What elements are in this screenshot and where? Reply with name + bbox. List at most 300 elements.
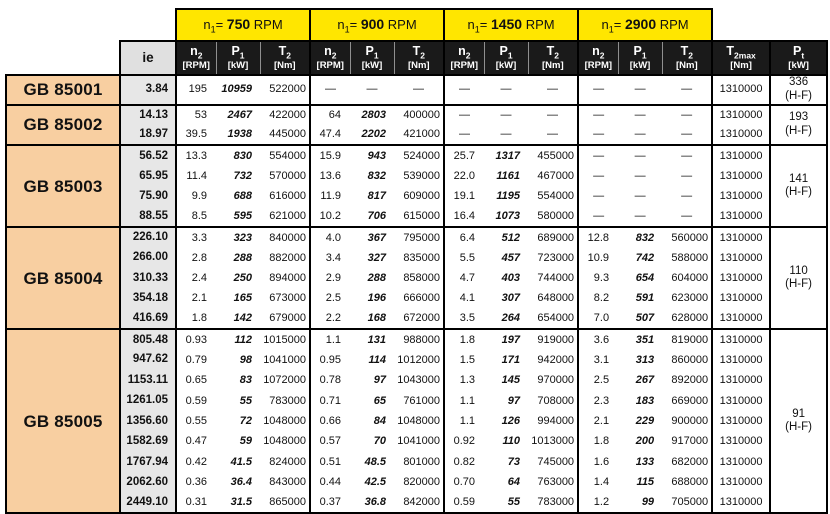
t2-value-cell: 723000	[537, 251, 575, 264]
col-header-t2max: $T_{2max}$ [Nm]	[712, 41, 770, 75]
t2-value-cell: 744000	[537, 271, 575, 284]
t2-value-cell: 1048000	[397, 415, 441, 428]
t2max-cell: 1310000	[712, 248, 770, 268]
t2-value-cell: 580000	[537, 210, 575, 223]
t2max-cell: 1310000	[712, 493, 770, 513]
p1-value-cell: 313	[635, 353, 655, 366]
t2-value-cell: 745000	[537, 455, 575, 468]
n2-value-cell: 5.5	[444, 248, 484, 268]
t2-value-cell: 970000	[537, 374, 575, 387]
p1-value-cell: 591	[635, 292, 655, 305]
t2max-cell: 1310000	[712, 268, 770, 288]
n2-value-cell: 15.9	[310, 145, 350, 165]
t2-value-cell: 616000	[269, 190, 307, 203]
p1-value-cell: —	[618, 105, 662, 125]
p1-value-cell: 110	[502, 435, 521, 448]
table-row	[6, 75, 827, 105]
t2-value-cell: 783000	[269, 394, 307, 407]
col-header-t2: $T_2$ [Nm]	[260, 41, 310, 75]
t2-value-cell: 522000	[260, 75, 310, 105]
t2-value-cell: —	[394, 75, 444, 105]
n2-value-cell: 0.78	[310, 370, 350, 390]
p1-value-cell: 1161	[496, 169, 521, 182]
p1-value-cell: 351	[618, 329, 662, 349]
table-row	[6, 432, 827, 452]
n2-value-cell: 3.1	[578, 350, 618, 370]
header-spacer-model	[6, 41, 120, 75]
t2-value-cell: 917000	[671, 435, 709, 448]
model-cell: GB 85005	[6, 329, 120, 513]
t2-value-cell: 988000	[394, 329, 444, 349]
p1-value-cell: 732	[233, 169, 252, 182]
p1-value-cell: 98	[239, 353, 252, 366]
t2max-cell: 1310000	[712, 432, 770, 452]
speed-header-row	[6, 9, 827, 41]
n2-value-cell: 0.82	[444, 452, 484, 472]
t2-value-cell: 672000	[403, 312, 441, 325]
p1-value-cell: 131	[350, 329, 394, 349]
t2-value-cell: 688000	[671, 476, 709, 489]
col-header-pt: $P_t$ [kW]	[770, 41, 827, 75]
n2-value-cell: 0.51	[310, 452, 350, 472]
p1-value-cell: 65	[373, 394, 387, 407]
n2-value-cell: 0.57	[310, 432, 350, 452]
n2-value-cell: 8.5	[176, 207, 216, 227]
t2-value-cell: 422000	[260, 105, 310, 125]
p1-value-cell: 817	[367, 190, 387, 203]
ie-cell: 1153.11	[120, 370, 176, 390]
ie-cell: 65.95	[120, 166, 176, 186]
n2-value-cell: —	[578, 186, 618, 206]
n2-value-cell: 0.95	[310, 350, 350, 370]
ie-cell: 1767.94	[120, 452, 176, 472]
t2-value-cell: 705000	[662, 493, 712, 513]
t2-value-cell: 882000	[269, 251, 307, 264]
ie-cell: 18.97	[120, 125, 176, 145]
t2-value-cell: 560000	[662, 227, 712, 247]
t2-value-cell: 1041000	[397, 435, 441, 448]
n2-value-cell: 11.4	[176, 166, 216, 186]
table-row	[6, 472, 827, 492]
t2-value-cell: 673000	[269, 292, 307, 305]
n2-value-cell: 2.9	[310, 268, 350, 288]
p1-value-cell: 36.4	[230, 476, 252, 489]
p1-value-cell: 264	[501, 312, 521, 325]
p1-value-cell: 1073	[495, 210, 521, 223]
t2-value-cell: 858000	[403, 271, 441, 284]
pt-cell: 91 (H-F)	[770, 329, 827, 513]
table-row	[6, 125, 827, 145]
p1-value-cell: 832	[367, 169, 387, 182]
t2-value-cell: 539000	[403, 169, 441, 182]
p1-value-cell: 512	[484, 227, 528, 247]
table-row	[6, 105, 827, 125]
n2-value-cell: 4.0	[310, 227, 350, 247]
t2-value-cell: 824000	[269, 455, 307, 468]
p1-value-cell: 70	[373, 435, 387, 448]
p1-value-cell: —	[500, 128, 512, 141]
p1-value-cell: 55	[484, 493, 528, 513]
p1-value-cell: 197	[484, 329, 528, 349]
t2-value-cell: 1041000	[263, 353, 307, 366]
p1-value-cell: 115	[636, 476, 655, 489]
col-header-n2: $n_2$ [RPM]	[310, 41, 350, 75]
t2max-cell: 1310000	[712, 309, 770, 329]
t2-value-cell: 400000	[394, 105, 444, 125]
p1-value-cell: —	[634, 169, 646, 182]
n2-value-cell: 2.8	[176, 248, 216, 268]
model-cell: GB 85003	[6, 145, 120, 227]
n2-value-cell: 7.0	[578, 309, 618, 329]
p1-value-cell: 654	[635, 271, 655, 284]
p1-value-cell: 250	[233, 271, 252, 284]
p1-value-cell: 200	[635, 435, 655, 448]
p1-value-cell: 97	[373, 374, 387, 387]
col-header-t2: $T_2$ [Nm]	[528, 41, 578, 75]
t2-value-cell: —	[547, 128, 559, 141]
t2-value-cell: 900000	[671, 415, 709, 428]
header-spacer-pt	[770, 9, 827, 41]
table-row	[6, 329, 827, 349]
n2-value-cell: 0.55	[176, 411, 216, 431]
n2-value-cell: 0.93	[176, 329, 216, 349]
t2-value-cell: 1048000	[263, 415, 307, 428]
t2-value-cell: 421000	[403, 128, 441, 141]
col-header-p1: $P_1$ [kW]	[216, 41, 260, 75]
t2-value-cell: 588000	[671, 251, 709, 264]
header-spacer-left	[6, 9, 176, 41]
n2-value-cell: 1.8	[444, 329, 484, 349]
col-header-p1: $P_1$ [kW]	[618, 41, 662, 75]
t2-value-cell: 623000	[671, 292, 709, 305]
t2-value-cell: 843000	[269, 476, 307, 489]
n2-value-cell: 1.4	[578, 472, 618, 492]
n2-value-cell: 0.59	[444, 493, 484, 513]
p1-value-cell: 10959	[216, 75, 260, 105]
p1-value-cell: 31.5	[216, 493, 260, 513]
p1-value-cell: 267	[635, 374, 655, 387]
ie-cell: 2062.60	[120, 472, 176, 492]
p1-value-cell: 288	[233, 251, 252, 264]
n2-value-cell: —	[444, 125, 484, 145]
t2-value-cell: 835000	[403, 251, 441, 264]
n2-value-cell: 0.79	[176, 350, 216, 370]
p1-value-cell: 1938	[227, 128, 252, 141]
p1-value-cell: 84	[373, 415, 387, 428]
t2-value-cell: 455000	[528, 145, 578, 165]
pt-cell: 336 (H-F)	[770, 75, 827, 105]
n2-value-cell: 0.37	[310, 493, 350, 513]
n2-value-cell: 2.5	[310, 289, 350, 309]
p1-value-cell: 595	[233, 210, 252, 223]
p1-value-cell: —	[618, 75, 662, 105]
ie-cell: 354.18	[120, 289, 176, 309]
p1-value-cell: 196	[367, 292, 387, 305]
n2-value-cell: 12.8	[578, 227, 618, 247]
ie-cell: 310.33	[120, 268, 176, 288]
table-row	[6, 207, 827, 227]
n2-value-cell: 22.0	[444, 166, 484, 186]
p1-value-cell: 832	[618, 227, 662, 247]
t2-value-cell: 761000	[403, 394, 441, 407]
table-row	[6, 145, 827, 165]
n2-value-cell: 64	[310, 105, 350, 125]
p1-value-cell: 133	[635, 455, 655, 468]
t2-value-cell: 1012000	[397, 353, 441, 366]
t2-value-cell: 628000	[671, 312, 709, 325]
model-cell: GB 85001	[6, 75, 120, 105]
col-header-p1: $P_1$ [kW]	[484, 41, 528, 75]
n2-value-cell: 19.1	[444, 186, 484, 206]
t2-value-cell: —	[681, 169, 693, 182]
p1-value-cell: 42.5	[364, 476, 387, 489]
n2-value-cell: 25.7	[444, 145, 484, 165]
table-row	[6, 370, 827, 390]
model-cell: GB 85004	[6, 227, 120, 329]
ie-cell: 947.62	[120, 350, 176, 370]
p1-value-cell: 307	[501, 292, 521, 305]
t2-value-cell: 894000	[269, 271, 307, 284]
p1-value-cell: 229	[635, 415, 655, 428]
n2-value-cell: 10.2	[310, 207, 350, 227]
p1-value-cell: —	[484, 105, 528, 125]
table-row	[6, 309, 827, 329]
t2-value-cell: 524000	[394, 145, 444, 165]
speed-header-2900: $n_1= 2900$ RPM	[578, 9, 712, 41]
t2-value-cell: —	[662, 145, 712, 165]
n2-value-cell: 1.1	[444, 391, 484, 411]
p1-value-cell: 2467	[216, 105, 260, 125]
ie-cell: 416.69	[120, 309, 176, 329]
t2-value-cell: —	[528, 75, 578, 105]
n2-value-cell: 1.8	[578, 432, 618, 452]
p1-value-cell: 2202	[361, 128, 387, 141]
t2-value-cell: 865000	[260, 493, 310, 513]
n2-value-cell: 39.5	[176, 125, 216, 145]
t2-value-cell: 1015000	[260, 329, 310, 349]
n2-value-cell: 2.3	[578, 391, 618, 411]
n2-value-cell: 1.3	[444, 370, 484, 390]
n2-value-cell: 1.5	[444, 350, 484, 370]
t2-value-cell: 615000	[403, 210, 441, 223]
p1-value-cell: 742	[635, 251, 655, 264]
t2max-cell: 1310000	[712, 289, 770, 309]
t2-value-cell: 654000	[537, 312, 575, 325]
n2-value-cell: 4.1	[444, 289, 484, 309]
n2-value-cell: 3.5	[444, 309, 484, 329]
p1-value-cell: 168	[367, 312, 387, 325]
p1-value-cell: 457	[501, 251, 521, 264]
p1-value-cell: —	[634, 210, 646, 223]
t2-value-cell: 554000	[260, 145, 310, 165]
t2-value-cell: —	[662, 105, 712, 125]
p1-value-cell: 73	[507, 455, 521, 468]
n2-value-cell: —	[578, 105, 618, 125]
n2-value-cell: 2.1	[578, 411, 618, 431]
p1-value-cell: 183	[635, 394, 655, 407]
pt-cell: 193 (H-F)	[770, 105, 827, 146]
n2-value-cell: 2.5	[578, 370, 618, 390]
t2-value-cell: —	[681, 210, 693, 223]
n2-value-cell: 0.65	[176, 370, 216, 390]
ie-cell: 266.00	[120, 248, 176, 268]
col-header-n2: $n_2$ [RPM]	[578, 41, 618, 75]
table-row	[6, 289, 827, 309]
t2-value-cell: 1043000	[397, 374, 441, 387]
t2-value-cell: 648000	[537, 292, 575, 305]
t2-value-cell: —	[681, 128, 693, 141]
n2-value-cell: 11.9	[310, 186, 350, 206]
table-row	[6, 411, 827, 431]
t2-value-cell: 669000	[671, 394, 709, 407]
p1-value-cell: 41.5	[230, 455, 252, 468]
t2-value-cell: 801000	[403, 455, 441, 468]
n2-value-cell: —	[444, 105, 484, 125]
t2-value-cell: 467000	[537, 169, 575, 182]
col-header-n2: $n_2$ [RPM]	[444, 41, 484, 75]
ie-cell: 1582.69	[120, 432, 176, 452]
p1-value-cell: 171	[501, 353, 521, 366]
n2-value-cell: 10.9	[578, 248, 618, 268]
p1-value-cell: 145	[501, 374, 521, 387]
t2max-cell: 1310000	[712, 75, 770, 105]
speed-header-900: $n_1= 900$ RPM	[310, 9, 444, 41]
p1-value-cell: 943	[350, 145, 394, 165]
ie-cell: 805.48	[120, 329, 176, 349]
p1-value-cell: 36.8	[350, 493, 394, 513]
t2-value-cell: 1072000	[263, 374, 307, 387]
n2-value-cell: 0.47	[176, 432, 216, 452]
col-header-t2: $T_2$ [Nm]	[662, 41, 712, 75]
p1-value-cell: 1195	[496, 190, 521, 203]
pt-cell: 110 (H-F)	[770, 227, 827, 329]
t2-value-cell: 820000	[403, 476, 441, 489]
p1-value-cell: 72	[239, 415, 252, 428]
n2-value-cell: 9.9	[176, 186, 216, 206]
n2-value-cell: 4.7	[444, 268, 484, 288]
t2-value-cell: 783000	[528, 493, 578, 513]
t2-value-cell: 679000	[269, 312, 307, 325]
n2-value-cell: 0.36	[176, 472, 216, 492]
t2-value-cell: 689000	[528, 227, 578, 247]
n2-value-cell: 0.71	[310, 391, 350, 411]
t2max-cell: 1310000	[712, 472, 770, 492]
gearbox-ratings-table	[5, 8, 828, 514]
ie-cell: 75.90	[120, 186, 176, 206]
p1-value-cell: 706	[367, 210, 387, 223]
n2-value-cell: —	[310, 75, 350, 105]
ie-cell: 2449.10	[120, 493, 176, 513]
t2-value-cell: 763000	[537, 476, 575, 489]
n2-value-cell: 9.3	[578, 268, 618, 288]
n2-value-cell: 16.4	[444, 207, 484, 227]
n2-value-cell: 0.70	[444, 472, 484, 492]
n2-value-cell: 0.92	[444, 432, 484, 452]
table-row	[6, 227, 827, 247]
model-cell: GB 85002	[6, 105, 120, 146]
p1-value-cell: —	[618, 145, 662, 165]
col-header-n2: $n_2$ [RPM]	[176, 41, 216, 75]
p1-value-cell: 83	[239, 374, 252, 387]
t2-value-cell: 994000	[537, 415, 575, 428]
p1-value-cell: 97	[507, 394, 521, 407]
n2-value-cell: 1.1	[310, 329, 350, 349]
n2-value-cell: 13.6	[310, 166, 350, 186]
t2-value-cell: —	[662, 75, 712, 105]
table-row	[6, 248, 827, 268]
p1-value-cell: 327	[367, 251, 387, 264]
p1-value-cell: —	[350, 75, 394, 105]
ie-cell: 56.52	[120, 145, 176, 165]
t2-value-cell: —	[681, 190, 693, 203]
t2-value-cell: 892000	[671, 374, 709, 387]
table-row	[6, 268, 827, 288]
header-spacer-t2max	[712, 9, 770, 41]
t2max-cell: 1310000	[712, 207, 770, 227]
p1-value-cell: 64	[507, 476, 521, 489]
n2-value-cell: 0.31	[176, 493, 216, 513]
p1-value-cell: 1317	[484, 145, 528, 165]
speed-header-750: $n_1= 750$ RPM	[176, 9, 310, 41]
p1-value-cell: 55	[239, 394, 252, 407]
ie-cell: 226.10	[120, 227, 176, 247]
table-row	[6, 493, 827, 513]
n2-value-cell: 1.2	[578, 493, 618, 513]
n2-value-cell: —	[578, 145, 618, 165]
t2max-cell: 1310000	[712, 411, 770, 431]
t2max-cell: 1310000	[712, 391, 770, 411]
t2-value-cell: 621000	[269, 210, 307, 223]
t2-value-cell: 445000	[269, 128, 307, 141]
t2-value-cell: 842000	[394, 493, 444, 513]
p1-value-cell: 2803	[350, 105, 394, 125]
t2-value-cell: 819000	[662, 329, 712, 349]
n2-value-cell: 13.3	[176, 145, 216, 165]
p1-value-cell: 367	[350, 227, 394, 247]
p1-value-cell: —	[634, 128, 646, 141]
n2-value-cell: 3.3	[176, 227, 216, 247]
t2max-cell: 1310000	[712, 166, 770, 186]
n2-value-cell: 8.2	[578, 289, 618, 309]
p1-value-cell: 323	[216, 227, 260, 247]
table-row	[6, 391, 827, 411]
t2max-cell: 1310000	[712, 125, 770, 145]
t2-value-cell: 1013000	[531, 435, 575, 448]
ie-cell: 3.84	[120, 75, 176, 105]
pt-cell: 141 (H-F)	[770, 145, 827, 227]
t2max-cell: 1310000	[712, 145, 770, 165]
n2-value-cell: 0.59	[176, 391, 216, 411]
t2-value-cell: 708000	[537, 394, 575, 407]
n2-value-cell: 1.8	[176, 309, 216, 329]
t2-value-cell: 840000	[260, 227, 310, 247]
n2-value-cell: 6.4	[444, 227, 484, 247]
t2-value-cell: —	[528, 105, 578, 125]
table-row	[6, 166, 827, 186]
n2-value-cell: 2.4	[176, 268, 216, 288]
t2-value-cell: 609000	[403, 190, 441, 203]
n2-value-cell: —	[578, 207, 618, 227]
p1-value-cell: 288	[367, 271, 387, 284]
col-header-t2: $T_2$ [Nm]	[394, 41, 444, 75]
t2max-cell: 1310000	[712, 370, 770, 390]
t2max-cell: 1310000	[712, 452, 770, 472]
t2-value-cell: 570000	[269, 169, 307, 182]
table-row	[6, 452, 827, 472]
t2-value-cell: 942000	[537, 353, 575, 366]
ie-cell: 14.13	[120, 105, 176, 125]
t2max-cell: 1310000	[712, 186, 770, 206]
